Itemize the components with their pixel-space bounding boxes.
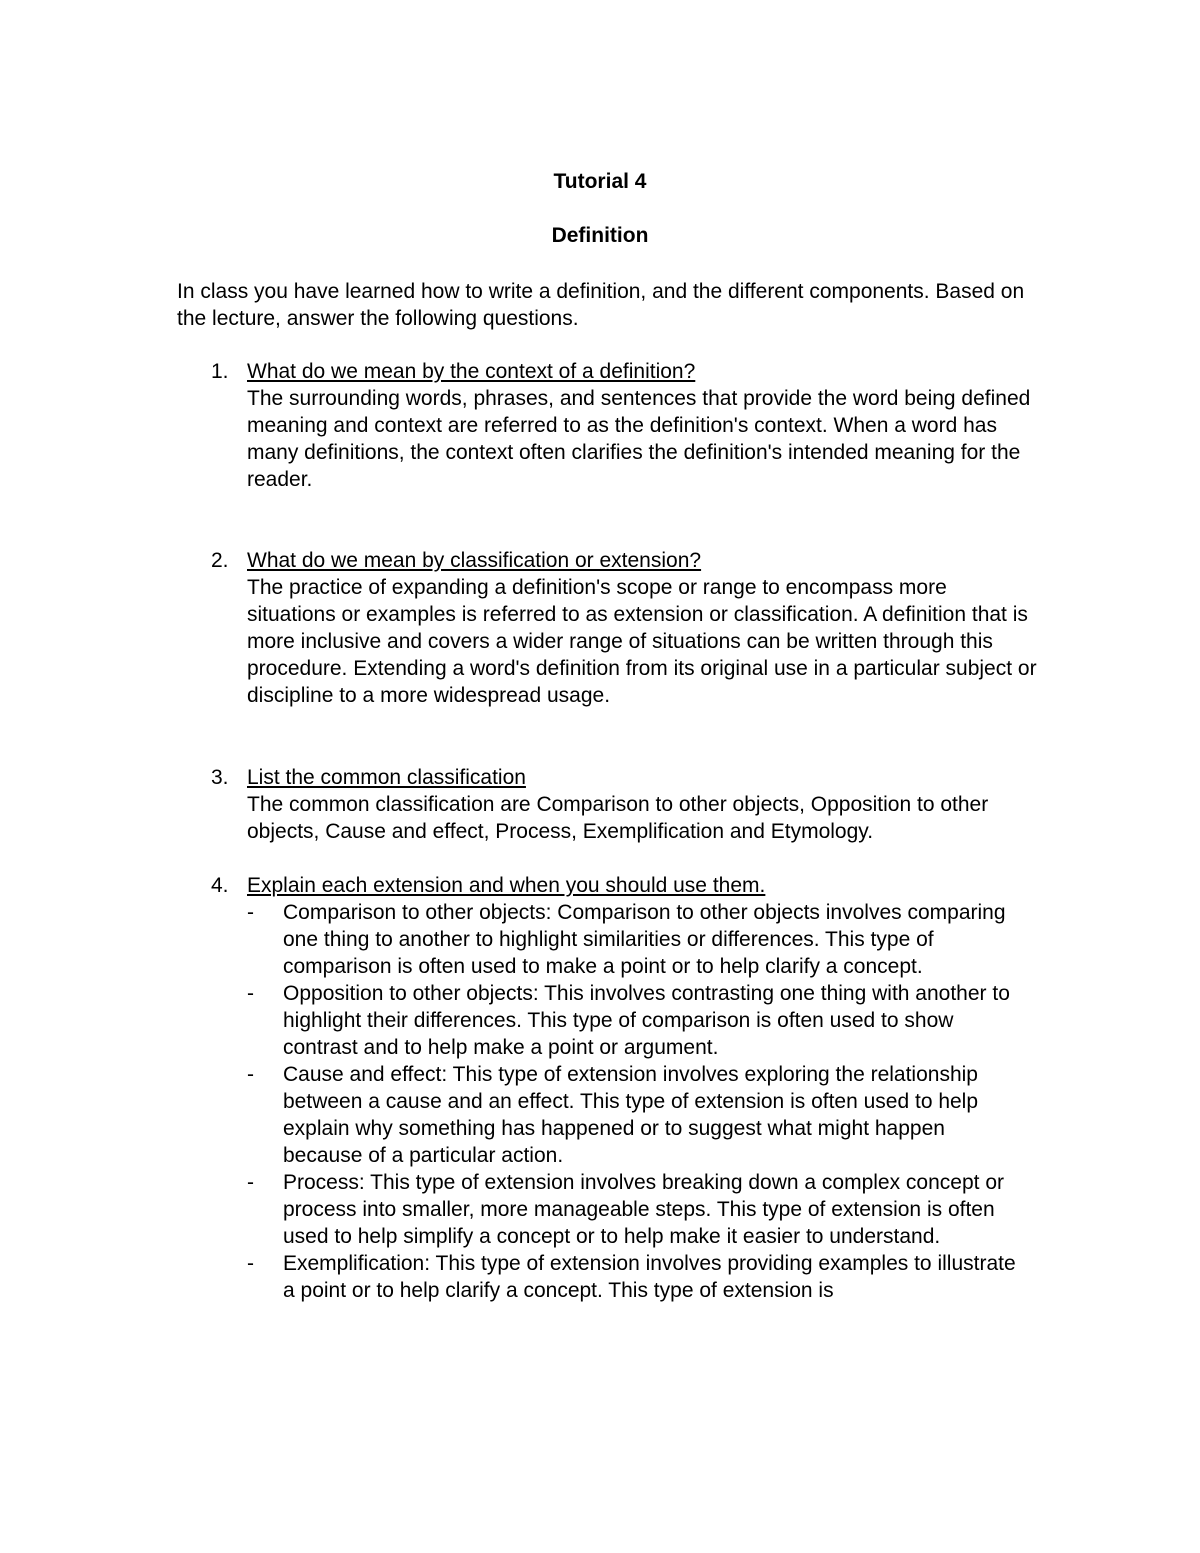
question-heading: What do we mean by classification or extension?: [247, 549, 702, 572]
question-answer: The common classification are Comparison to other objects, Opposition to other objects, Cause and effect, Process, Exemplification and Etymology.: [247, 793, 989, 843]
question-heading: List the common classification: [247, 766, 526, 789]
question-body: [247, 358, 1037, 493]
dash-marker: -: [247, 1063, 254, 1086]
extension-text: Opposition to other objects: This involves contrasting one thing with another to highlight their differences. This type of comparison is often used to show contrast and to help make a point or argument.: [283, 982, 1010, 1059]
intro-paragraph: In class you have learned how to write a definition, and the different components. Based on the lecture, answer the following questions.: [177, 280, 1025, 330]
question-number: 4.: [211, 874, 229, 897]
dash-marker: -: [247, 901, 254, 924]
question-number: 2.: [211, 549, 229, 572]
question-body: [247, 547, 1037, 709]
extension-text: Process: This type of extension involves breaking down a complex concept or process into smaller, more manageable steps. This type of extension is often used to help simplify a concept or to help make it easier to understand.: [283, 1171, 1004, 1248]
document-subtitle: Definition: [551, 224, 649, 247]
extension-item: [247, 1169, 1023, 1250]
dash-marker: -: [247, 1252, 254, 1275]
question-answer: The surrounding words, phrases, and sentences that provide the word being defined meaning and context are referred to as the definition's context. When a word has many definitions, the context often clarifies the definition's intended meaning for the reader.: [247, 387, 1031, 491]
extension-item: [247, 980, 1023, 1061]
extension-item: [247, 899, 1023, 980]
dash-marker: -: [247, 1171, 254, 1194]
extension-item: [247, 1061, 1023, 1169]
document-title: Tutorial 4: [553, 170, 647, 193]
question-number: 3.: [211, 766, 229, 789]
question-body: [247, 872, 1037, 1304]
question-answer: The practice of expanding a definition's scope or range to encompass more situations or examples is referred to as extension or classification. A definition that is more inclusive and covers a wider range of situations can be written through this procedure. Extending a word's definition from its original use in a particular subject or discipline to a more widespread usage.: [247, 576, 1037, 707]
question-heading: What do we mean by the context of a definition?: [247, 360, 696, 383]
extension-text: Comparison to other objects: Comparison to other objects involves comparing one thing to another to highlight similarities or differences. This type of comparison is often used to make a point or to help clarify a concept.: [283, 901, 1006, 978]
extension-text: Cause and effect: This type of extension involves exploring the relationship between a cause and an effect. This type of extension is often used to help explain why something has happened or to suggest what might happen because of a particular action.: [283, 1063, 979, 1167]
question-body: [247, 764, 1037, 845]
question-heading: Explain each extension and when you should use them.: [247, 874, 766, 897]
extension-item: [247, 1250, 1023, 1304]
extension-list: [247, 899, 1037, 1304]
extension-text: Exemplification: This type of extension involves providing examples to illustrate a point or to help clarify a concept. This type of extension is: [283, 1252, 1016, 1302]
dash-marker: -: [247, 982, 254, 1005]
question-number: 1.: [211, 360, 229, 383]
